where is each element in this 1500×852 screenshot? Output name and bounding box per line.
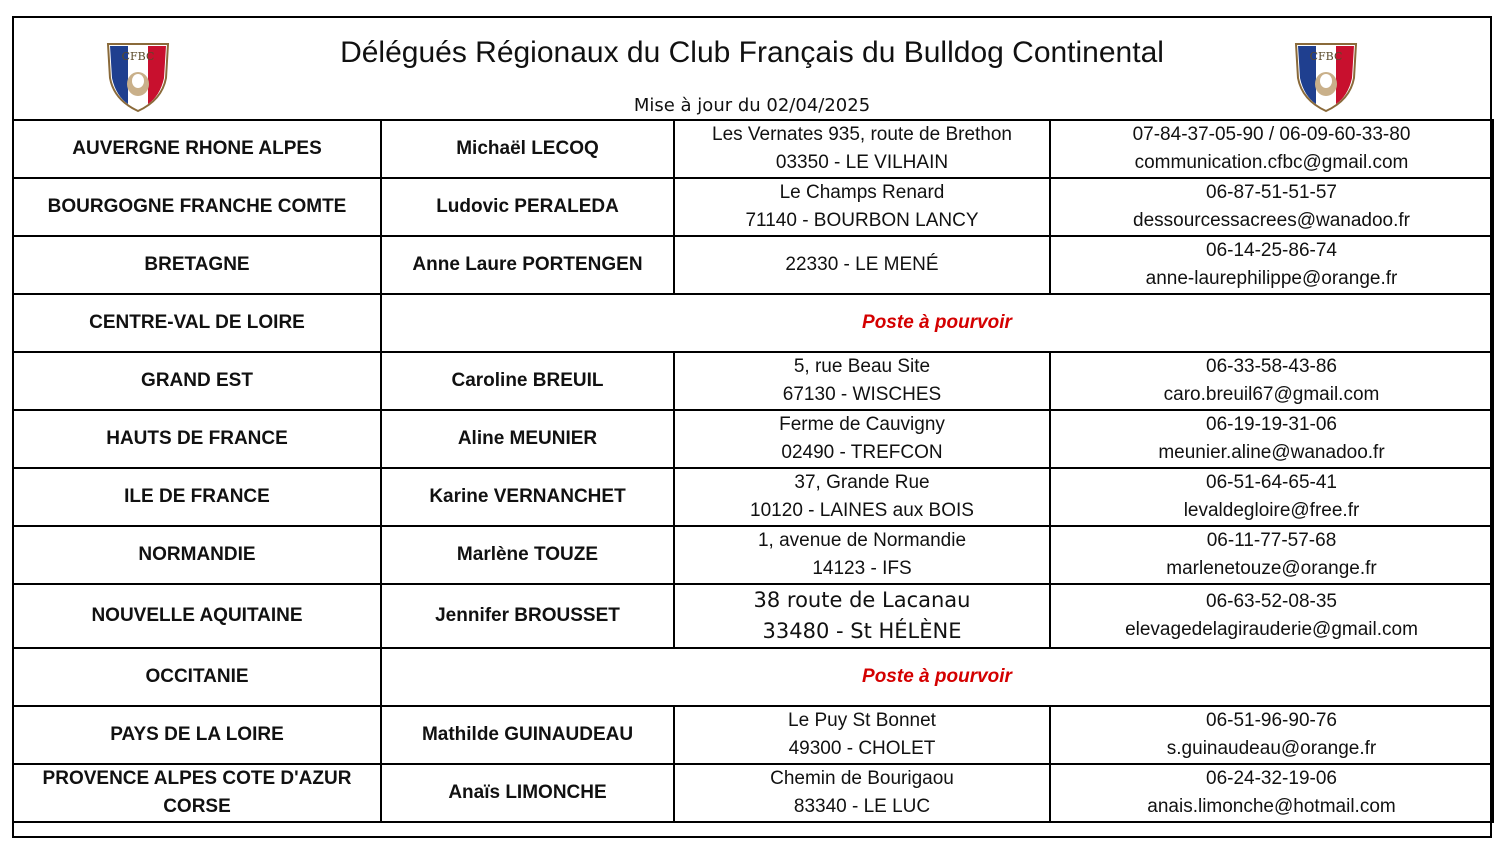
region-cell: GRAND EST <box>13 352 381 410</box>
region-cell: ILE DE FRANCE <box>13 468 381 526</box>
contact-cell-line: 07-84-37-05-90 / 06-09-60-33-80 <box>1132 124 1411 145</box>
table-row <box>13 294 1493 352</box>
contact-cell <box>1050 410 1493 468</box>
region-cell-line: CORSE <box>163 796 231 817</box>
contact-cell <box>1050 178 1493 236</box>
address-cell <box>674 764 1050 822</box>
address-cell-line: Ferme de Cauvigny <box>779 414 945 435</box>
region-cell: HAUTS DE FRANCE <box>13 410 381 468</box>
delegate-name-cell: Ludovic PERALEDA <box>381 178 674 236</box>
update-date: Mise à jour du 02/04/2025 <box>633 95 871 116</box>
address-cell-line: 03350 - LE VILHAIN <box>775 152 949 173</box>
contact-cell-line: 06-24-32-19-06 <box>1206 768 1337 789</box>
address-cell-line: 71140 - BOURBON LANCY <box>745 210 979 231</box>
contact-cell-line: s.guinaudeau@orange.fr <box>1166 738 1377 759</box>
table-row <box>13 468 1493 526</box>
region-cell: AUVERGNE RHONE ALPES <box>13 120 381 178</box>
contact-cell <box>1050 764 1493 822</box>
table-row <box>13 648 1493 706</box>
address-cell <box>674 468 1050 526</box>
address-cell-line: Chemin de Bourigaou <box>770 768 954 789</box>
table-row <box>13 526 1493 584</box>
delegate-name-cell: Caroline BREUIL <box>381 352 674 410</box>
contact-cell-line: 06-19-19-31-06 <box>1206 414 1337 435</box>
contact-cell <box>1050 236 1493 294</box>
address-cell-line: 02490 - TREFCON <box>781 442 943 463</box>
sheet-header <box>14 18 1490 120</box>
contact-cell <box>1050 468 1493 526</box>
contact-cell-line: caro.breuil67@gmail.com <box>1163 384 1380 405</box>
delegates-table <box>12 119 1494 823</box>
vacant-position-cell: Poste à pourvoir <box>381 648 1493 706</box>
delegate-name-cell: Aline MEUNIER <box>381 410 674 468</box>
address-cell-line: 38 route de Lacanau <box>753 588 971 612</box>
contact-cell-line: 06-63-52-08-35 <box>1206 591 1337 612</box>
address-cell-line: 83340 - LE LUC <box>793 796 931 817</box>
contact-cell-line: levaldegloire@free.fr <box>1183 500 1360 521</box>
contact-cell-line: communication.cfbc@gmail.com <box>1134 152 1409 173</box>
delegate-name-cell: Anne Laure PORTENGEN <box>381 236 674 294</box>
table-row <box>13 764 1493 822</box>
table-row <box>13 120 1493 178</box>
address-cell <box>674 236 1050 294</box>
address-cell <box>674 526 1050 584</box>
logo-text-left: CFBC <box>121 50 155 63</box>
region-cell-line: PROVENCE ALPES COTE D'AZUR <box>42 768 352 789</box>
delegate-name-cell: Jennifer BROUSSET <box>381 584 674 648</box>
table-row <box>13 236 1493 294</box>
address-cell-line: 33480 - St HÉLÈNE <box>762 619 962 643</box>
page-title: Délégués Régionaux du Club Français du Bulldog Continental <box>340 36 1164 69</box>
contact-cell <box>1050 352 1493 410</box>
contact-cell <box>1050 120 1493 178</box>
table-row <box>13 352 1493 410</box>
contact-cell <box>1050 706 1493 764</box>
address-cell-line: 5, rue Beau Site <box>793 356 931 377</box>
region-cell: CENTRE-VAL DE LOIRE <box>13 294 381 352</box>
address-cell-line: Le Puy St Bonnet <box>788 710 936 731</box>
contact-cell-line: anais.limonche@hotmail.com <box>1147 796 1396 817</box>
vacant-position-cell: Poste à pourvoir <box>381 294 1493 352</box>
region-cell: BRETAGNE <box>13 236 381 294</box>
address-cell-line: 10120 - LAINES aux BOIS <box>750 500 974 521</box>
delegate-name-cell: Mathilde GUINAUDEAU <box>381 706 674 764</box>
delegates-sheet <box>12 16 1492 838</box>
address-cell-line: Le Champs Renard <box>779 182 945 203</box>
contact-cell-line: anne-laurephilippe@orange.fr <box>1145 268 1398 289</box>
address-cell <box>674 120 1050 178</box>
delegate-name-cell: Marlène TOUZE <box>381 526 674 584</box>
delegate-name-cell: Michaël LECOQ <box>381 120 674 178</box>
contact-cell-line: 06-51-96-90-76 <box>1206 710 1337 731</box>
contact-cell-line: 06-14-25-86-74 <box>1206 240 1337 261</box>
region-cell: BOURGOGNE FRANCHE COMTE <box>13 178 381 236</box>
region-cell: NORMANDIE <box>13 526 381 584</box>
address-cell-line: 22330 - LE MENÉ <box>785 254 939 275</box>
delegate-name-cell: Anaïs LIMONCHE <box>381 764 674 822</box>
region-cell: NOUVELLE AQUITAINE <box>13 584 381 648</box>
address-cell-line: 67130 - WISCHES <box>782 384 942 405</box>
contact-cell-line: dessourcessacrees@wanadoo.fr <box>1133 210 1410 231</box>
contact-cell-line: elevagedelagirauderie@gmail.com <box>1125 619 1418 640</box>
address-cell <box>674 178 1050 236</box>
address-cell <box>674 706 1050 764</box>
table-row <box>13 410 1493 468</box>
contact-cell <box>1050 584 1493 648</box>
contact-cell-line: marlenetouze@orange.fr <box>1166 558 1377 579</box>
address-cell-line: 49300 - CHOLET <box>788 738 936 759</box>
address-cell-line: 14123 - IFS <box>812 558 912 579</box>
logo-text-right: CFBC <box>1309 50 1343 63</box>
address-cell <box>674 410 1050 468</box>
contact-cell-line: 06-87-51-51-57 <box>1206 182 1337 203</box>
contact-cell-line: 06-11-77-57-68 <box>1206 530 1337 551</box>
delegate-name-cell: Karine VERNANCHET <box>381 468 674 526</box>
address-cell-line: 37, Grande Rue <box>794 472 930 493</box>
contact-cell-line: 06-51-64-65-41 <box>1206 472 1337 493</box>
table-row <box>13 706 1493 764</box>
address-cell-line: Les Vernates 935, route de Brethon <box>712 124 1012 145</box>
cfbc-logo-right <box>1292 38 1360 114</box>
region-cell: PAYS DE LA LOIRE <box>13 706 381 764</box>
region-cell <box>13 764 381 822</box>
table-row <box>13 584 1493 648</box>
address-cell-line: 1, avenue de Normandie <box>757 530 967 551</box>
address-cell <box>674 584 1050 648</box>
table-row <box>13 178 1493 236</box>
region-cell: OCCITANIE <box>13 648 381 706</box>
contact-cell-line: meunier.aline@wanadoo.fr <box>1158 442 1385 463</box>
address-cell <box>674 352 1050 410</box>
contact-cell <box>1050 526 1493 584</box>
contact-cell-line: 06-33-58-43-86 <box>1206 356 1337 377</box>
